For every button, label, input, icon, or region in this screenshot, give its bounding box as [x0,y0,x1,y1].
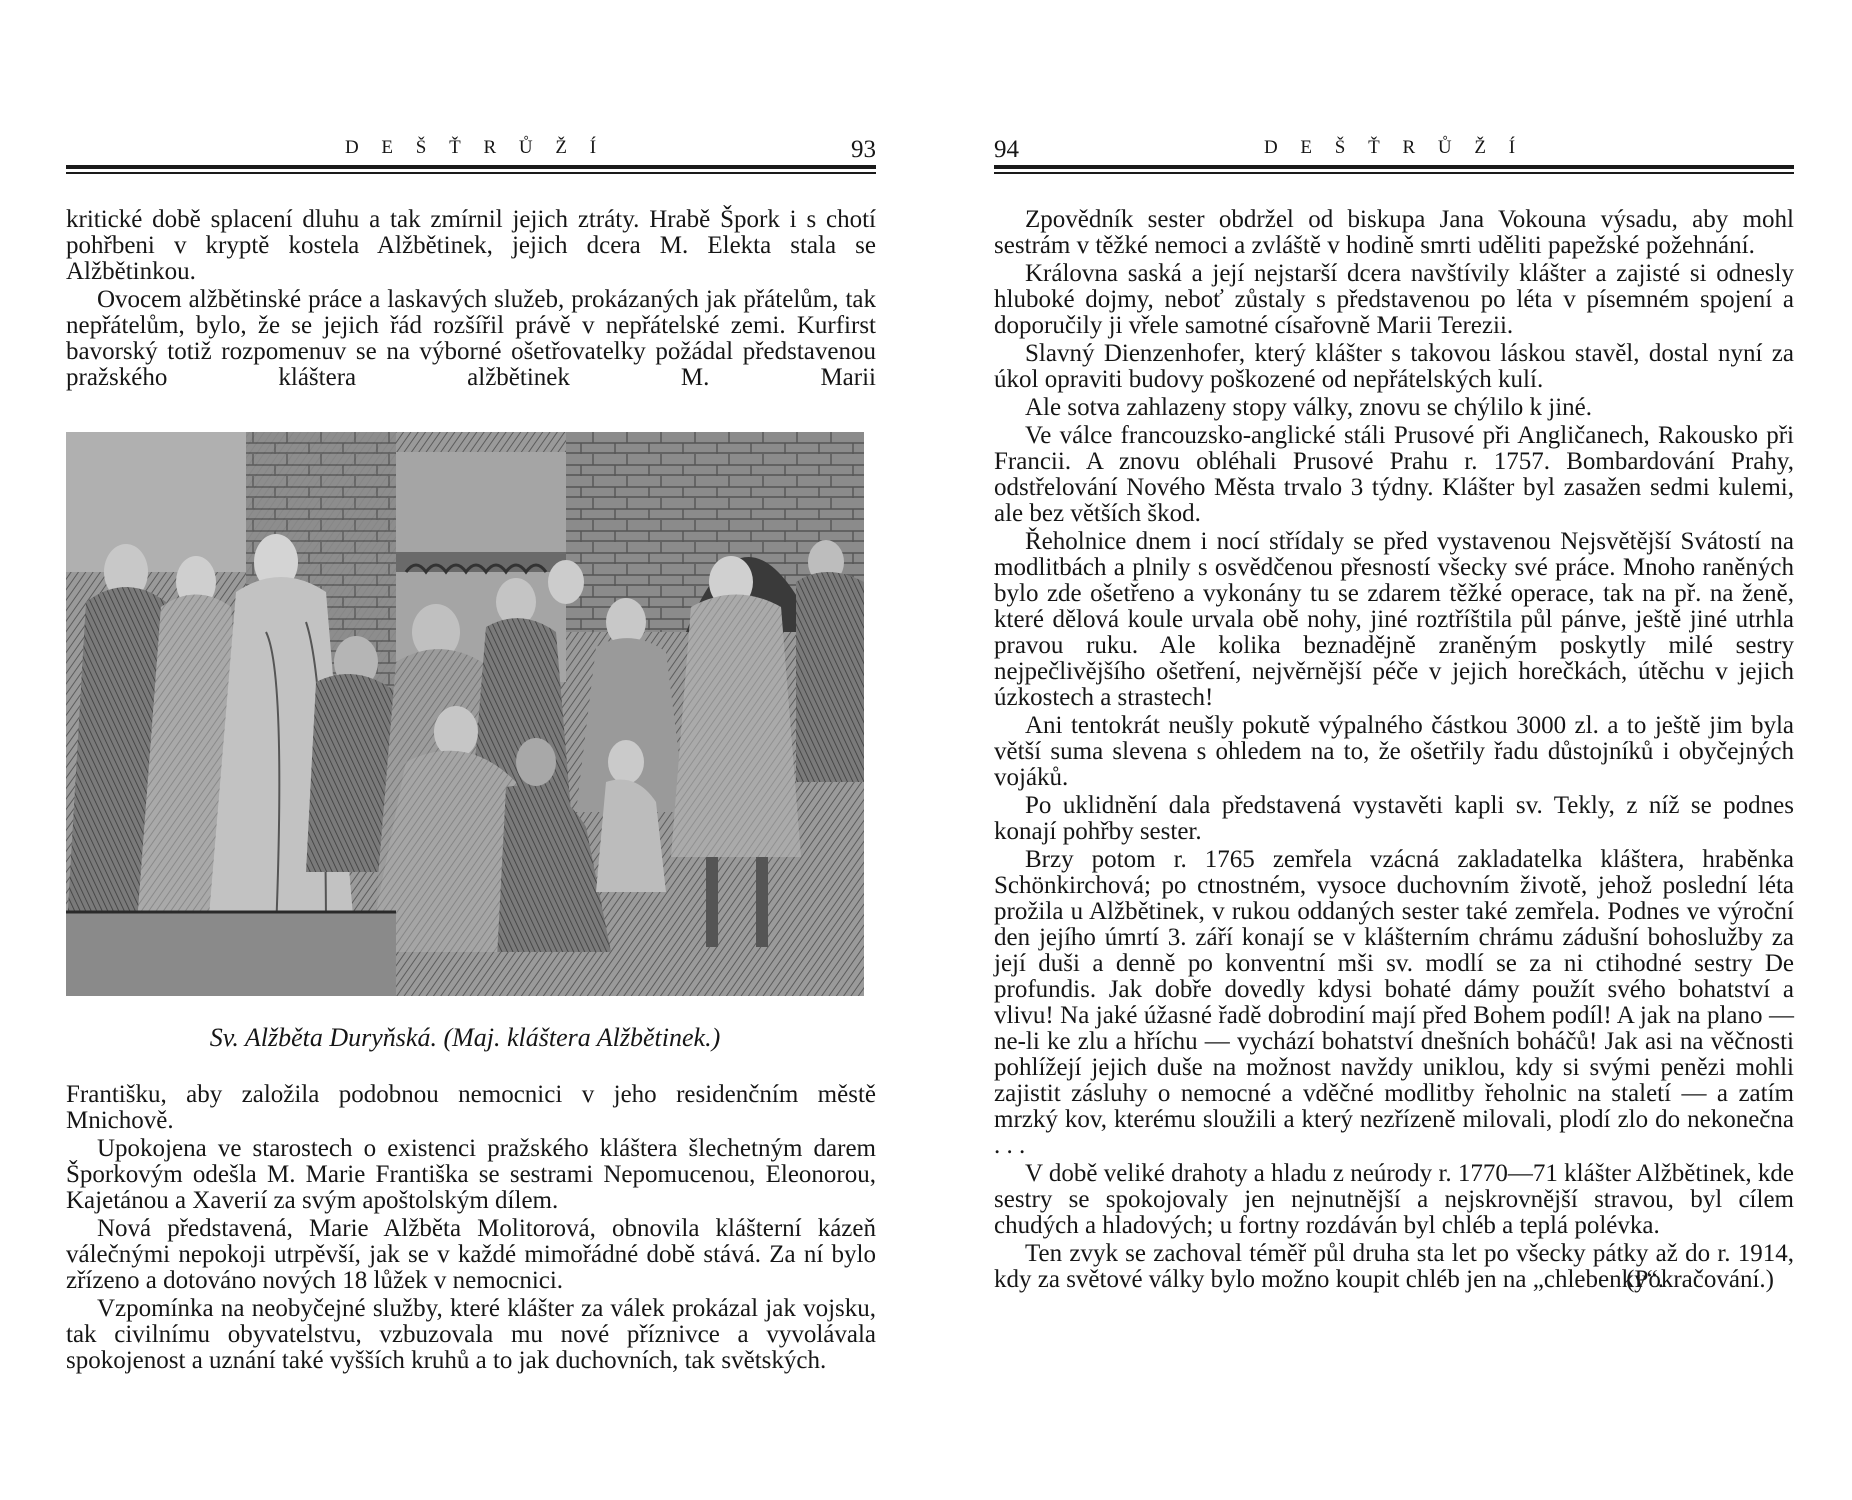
header-rule-thick [66,165,876,169]
paragraph: Ani tentokrát neušly pokutě výpalného částkou 3000 zl. a to ještě jim byla větší suma slevena s ohledem na to, že ošetřily řadu důstojníků i obyčejných vojáků. [994,712,1794,791]
running-title: D E Š Ť R Ů Ž Í [1263,137,1525,158]
running-title: D E Š Ť R Ů Ž Í [344,137,606,158]
running-head [994,137,1794,169]
illustration-caption: Sv. Alžběta Duryňská. (Maj. kláštera Alžbětinek.) [209,1023,721,1052]
paragraph: Vzpomínka na neobyčejné služby, které klášter za válek prokázal jak vojsku, tak civilnímu obyvatelstvu, vzbuzovala mu nové příznivce a vyvolávala spokojenost a uznání také vyšších kruhů a to jak duchovních, tak světských. [66,1295,876,1374]
paragraph: Brzy potom r. 1765 zemřela vzácná zakladatelka kláštera, hraběnka Schönkirchová; po ctnostném, vysoce duchovním životě, jehož poslední léta prožila u Alžbětinek, v rukou oddaných sester také zemřela. Podnes ve výroční den jejího úmrtí 3. září konají se v klášterním chrámu zádušní bohoslužby za její duši a denně po konventní mši sv. modlí se za ni ctihodné sestry De profundis. Jak dobře dovedly kdysi bohaté dámy použít svého bohatství a vlivu! Na jaké úžasné řadě dobrodiní mají před Bohem podíl! A jak na plano — ne-li ke zlu a hříchu — vychází bohatství dnešních boháčů! Jak asi na věčnosti pohlížejí jejich duše na možnost navždy uniklou, kdy si svými penězi mohli zajistit zásluhy o nemocné a vděčné modlitby řeholnic na staletí — a zatím mrzký kov, kterému sloužili a který nezřízeně milovali, plodí zlo do nekonečna . . . [994,846,1794,1159]
paragraph: Nová představená, Marie Alžběta Molitorová, obnovila klášterní kázeň válečnými nepokoji utrpěvší, jak se v každé mimořádné době stává. Za ní bylo zřízeno a dotováno nových 18 lůžek v nemocnici. [66,1215,876,1294]
continuation-note: (Pokračování.) [1626,1266,1774,1293]
paragraph: Ale sotva zahlazeny stopy války, znovu se chýlilo k jiné. [1025,394,1592,421]
paragraph: Ve válce francouzsko-anglické stáli Prusové při Angličanech, Rakousko při Francii. A znovu obléhali Prusové Prahu r. 1757. Bombardování Prahy, odstřelování Nového Města trvalo 3 týdny. Klášter byl zasažen sedmi kulemi, ale bez větších škod. [994,422,1794,527]
paragraph: Po uklidnění dala představená vystavěti kapli sv. Tekly, z níž se podnes konají pohřby sester. [994,792,1794,845]
paragraph: Ovocem alžbětinské práce a laskavých služeb, prokázaných jak přátelům, tak nepřátelům, bylo, že se jejich řád rozšířil právě v nepřátelské zemi. Kurfirst bavorský totiž rozpomenuv se na výborné ošetřovatelky požádal představenou pražského kláštera alžbětinek M. Marii [66,286,876,391]
header-rule-thin [994,172,1794,174]
paragraph: Zpovědník sester obdržel od biskupa Jana Vokouna výsadu, aby mohl sestrám v těžké nemoci a zvláště v hodině smrti uděliti papežské požehnání. [994,206,1794,259]
paragraph: V době veliké drahoty a hladu z neúrody r. 1770—71 klášter Alžbětinek, kde sestry se spokojovaly jen nejnutnější a nejskrovnější stravou, byl cílem chudých a hladových; u fortny rozdáván byl chléb a teplá polévka. [994,1160,1794,1239]
illustration-engraving [66,432,864,996]
paragraph: Slavný Dienzenhofer, který klášter s takovou láskou stavěl, dostal nyní za úkol opraviti budovy poškozené od nepřátelských kulí. [994,340,1794,393]
paragraph: Řeholnice dnem i nocí střídaly se před vystavenou Nejsvětější Svátostí na modlitbách a plnily s osvědčenou přesností všecky své práce. Mnoho raněných bylo zde ošetřeno a vykonány tu se zdarem těžké operace, tak na př. na ženě, které dělová koule urvala obě nohy, jiné roztříštila půl pánve, ještě jiné utrhla pravou ruku. Ale kolika beznadějně zraněným poskytly milé sestry nejpečlivějšího ošetření, nejvěrnější péče v jejich horečkách, útěchu v jejich úzkostech a strastech! [994,528,1794,711]
engraving-image [66,432,864,996]
header-rule-thin [66,172,876,174]
paragraph: Ten zvyk se zachoval téměř půl druha sta let po všecky pátky až do r. 1914, kdy za světové války bylo možno koupit chléb jen na „chlebenky“. [994,1240,1794,1293]
paragraph: Upokojena ve starostech o existenci pražského kláštera šlechetným darem Šporkovým odešla M. Marie Františka se sestrami Nepomucenou, Eleonorou, Kajetánou a Xaverií za svým apoštolským dílem. [66,1135,876,1214]
right-text [994,207,1794,1293]
paragraph: Františku, aby založila podobnou nemocnici v jeho residenčním městě Mnichově. [66,1081,876,1134]
running-head [66,137,876,169]
page-number: 93 [851,136,876,163]
paragraph: kritické době splacení dluhu a tak zmírnil jejich ztráty. Hrabě Špork i s chotí pohřbeni v kryptě kostela Alžbětinek, jejich dcera M. Elekta stala se Alžbětinkou. [66,206,876,285]
left-bottom-text [66,1082,876,1376]
page-number: 94 [994,136,1019,163]
paragraph: Královna saská a její nejstarší dcera navštívily klášter a zajisté si odnesly hluboké dojmy, neboť zůstaly s představenou po léta v písemném spojení a doporučily ji vřele samotné císařovně Marii Terezii. [994,260,1794,339]
header-rule-thick [994,165,1794,169]
left-top-text [66,207,876,393]
